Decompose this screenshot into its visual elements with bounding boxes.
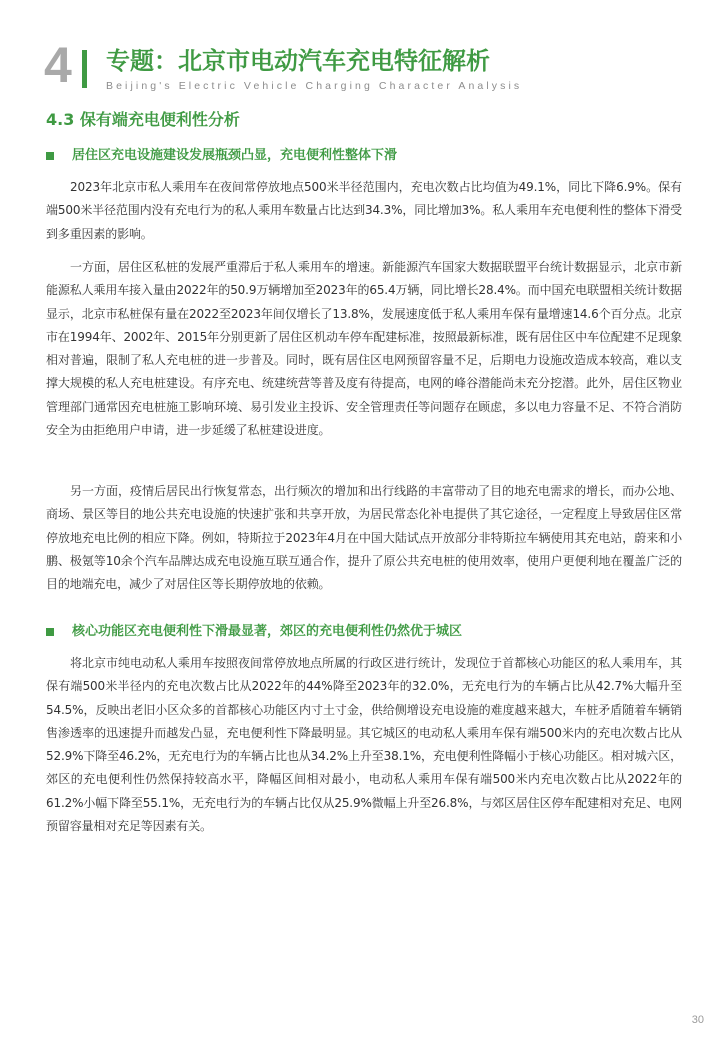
subsection-heading-2 [46, 622, 686, 644]
chapter-number: 4 [44, 37, 72, 93]
page-number: 30 [691, 1014, 704, 1026]
paragraph: 一方面，居住区私桩的发展严重滞后于私人乘用车的增速。新能源汽车国家大数据联盟平台统计数据显示，北京市新能源私人乘用车接入量由2022年的50.9万辆增加至2023年的65.4万辆，同比增长28.4%。而中国充电联盟相关统计数据显示，北京市私桩保有量在2022至2023年间仅增长了13.8%，发展速度低于私人乘用车保有量增速14.6个百分点。北京市在1994年、2002年、2015年分别更新了居住区机动车停车配建标准，按照最新标准，既有居住区中车位配建不足现象相对普遍，限制了私人充电桩的进一步普及。同时，既有居住区电网预留容量不足，后期电力设施改造成本较高，难以支撑大规模的私人充电桩建设。有序充电、统建统营等普及度有待提高，电网的峰谷潜能尚未充分挖潜。此外，居住区物业管理部门通常因充电桩施工影响环境、易引发业主投诉、安全管理责任等问题存在顾虑，多以电力容量不足、不符合消防安全为由拒绝用户申请，进一步延缓了私桩建设进度。 [46, 260, 682, 438]
square-bullet-icon [46, 628, 54, 636]
paragraph: 2023年北京市私人乘用车在夜间常停放地点500米半径范围内，充电次数占比均值为49.1%，同比下降6.9%。保有端500米半径范围内没有充电行为的私人乘用车数量占比达到34.3%，同比增加3%。私人乘用车充电便利性的整体下滑受到多重因素的影响。 [46, 180, 682, 241]
subsection-heading-text: 居住区充电设施建设发展瓶颈凸显，充电便利性整体下滑 [72, 148, 398, 163]
chapter-header [44, 37, 684, 100]
section-title: 4.3 保有端充电便利性分析 [46, 110, 240, 129]
chapter-title: 专题：北京市电动汽车充电特征解析 [106, 47, 490, 75]
chapter-accent-bar [82, 50, 87, 88]
subsection-heading-1 [46, 146, 686, 168]
square-bullet-icon [46, 152, 54, 160]
chapter-subtitle: Beijing's Electric Vehicle Charging Character Analysis [106, 80, 523, 92]
paragraph: 将北京市纯电动私人乘用车按照夜间常停放地点所属的行政区进行统计，发现位于首都核心功能区的私人乘用车，其保有端500米半径内的充电次数占比从2022年的44%降至2023年的32.0%，无充电行为的车辆占比从42.7%大幅升至54.5%，反映出老旧小区众多的首都核心功能区内寸土寸金，供给侧增设充电设施的难度越来越大，车桩矛盾随着车辆销售渗透率的迅速提升而越发凸显，充电便利性下降最明显。其它城区的电动私人乘用车保有端500米内的充电次数占比从52.9%下降至46.2%，无充电行为的车辆占比也从34.2%上升至38.1%，充电便利性降幅小于核心功能区。相对城六区，郊区的充电便利性仍然保持较高水平，降幅区间相对最小，电动私人乘用车保有端500米内充电次数占比从2022年的61.2%小幅下降至55.1%，无充电行为的车辆占比仅从25.9%微幅上升至26.8%，与郊区居住区停车配建相对充足、电网预留容量相对充足等因素有关。 [46, 656, 682, 834]
subsection-heading-text: 核心功能区充电便利性下滑最显著，郊区的充电便利性仍然优于城区 [72, 624, 463, 639]
paragraph: 另一方面，疫情后居民出行恢复常态，出行频次的增加和出行线路的丰富带动了目的地充电需求的增长，而办公地、商场、景区等目的地公共充电设施的快速扩张和共享开放，为居民常态化补电提供了其它途径，一定程度上导致居住区常停放地充电比例的相应下降。例如，特斯拉于2023年4月在中国大陆试点开放部分非特斯拉车辆使用其充电站，蔚来和小鹏、极氪等10余个汽车品牌达成充电设施互联互通合作，提升了原公共充电桩的使用效率，使用户更便利地在覆盖广泛的目的地端充电，减少了对居住区等长期停放地的依赖。 [46, 484, 682, 592]
